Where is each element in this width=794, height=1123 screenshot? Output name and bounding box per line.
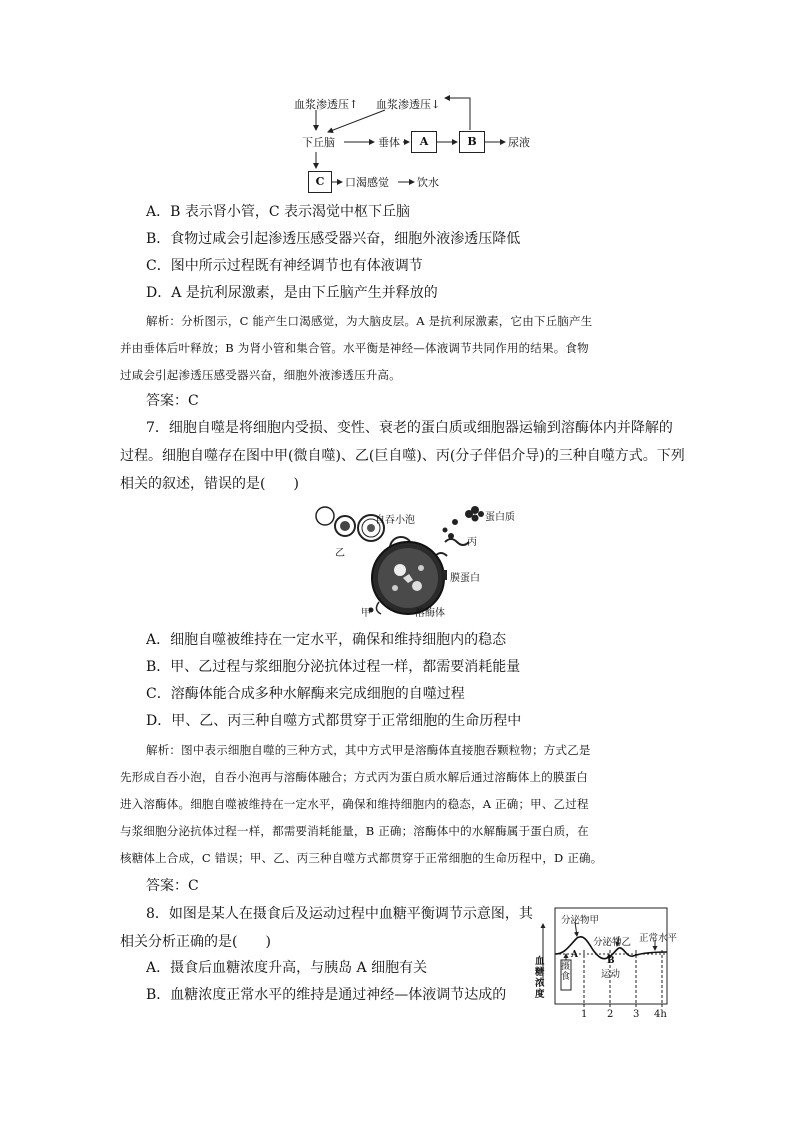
q8-stem-line: 相关分析正确的是( ): [120, 934, 271, 950]
q7-explanation-line: 解析：图中表示细胞自噬的三种方式，其中方式甲是溶酶体直接胞吞颗粒物；方式乙是: [146, 743, 591, 757]
q7-explanation-line: 核糖体上合成，C 错误；甲、乙、丙三种自噬方式都贯穿于正常细胞的生命历程中，D 正确。: [120, 851, 603, 865]
q6-option-d: D．A 是抗利尿激素，是由下丘脑产生并释放的: [146, 285, 438, 301]
q7-option-b: B．甲、乙过程与浆细胞分泌抗体过程一样，都需要消耗能量: [146, 659, 521, 675]
autophagosome-label: 自吞小泡: [375, 515, 415, 526]
blood-sugar-plot: [535, 906, 678, 1024]
q7-option-d: D．甲、乙、丙三种自噬方式都贯穿于正常细胞的生命历程中: [146, 713, 522, 729]
plasma-osm-up-label: 血浆渗透压↑: [294, 98, 359, 111]
eat-label: 摄食: [561, 962, 571, 982]
q6-option-b: B．食物过咸会引起渗透压感受器兴奋，细胞外液渗透压降低: [146, 231, 521, 247]
normal-level-label: 正常水平: [639, 933, 678, 944]
q7-answer: 答案：C: [146, 878, 199, 894]
q6-explanation-line: 过咸会引起渗透压感受器兴奋，细胞外液渗透压升高。: [120, 368, 401, 382]
q7-stem-line: 相关的叙述，错误的是( ): [120, 476, 299, 492]
plasma-osm-down-label: 血浆渗透压↓: [376, 98, 441, 111]
tick-label: 1: [581, 1009, 588, 1020]
membrane-protein-label: 膜蛋白: [450, 573, 480, 584]
box-c: C: [308, 171, 332, 193]
urine-label: 尿液: [508, 136, 530, 149]
q7-explanation: [120, 737, 676, 872]
box-a: A: [411, 131, 437, 153]
q7-explanation-line: 与浆细胞分泌抗体过程一样，都需要消耗能量，B 正确；溶酶体中的水解酶属于蛋白质，在: [120, 824, 589, 838]
exercise-label: 运动: [601, 969, 621, 980]
bing-label: 丙: [467, 537, 477, 548]
thirst-label: 口渴感觉: [345, 176, 389, 189]
q6-option-a: A．B 表示肾小管，C 表示渴觉中枢下丘脑: [146, 204, 411, 220]
q6-answer: 答案：C: [146, 393, 199, 409]
q6-explanation-line: 解析：分析图示，C 能产生口渴感觉，为大脑皮层。A 是抗利尿激素，它由下丘脑产生: [146, 314, 593, 328]
drink-label: 饮水: [417, 176, 439, 189]
tick-label: 2: [607, 1009, 614, 1020]
lysosome-label: 溶酶体: [415, 608, 445, 619]
q7-stem: [120, 414, 685, 498]
q6-explanation-line: 并由垂体后叶释放；B 为肾小管和集合管。水平衡是神经—体液调节共同作用的结果。食物: [120, 341, 589, 355]
q6-explanation: [120, 308, 676, 389]
q7-option-a: A．细胞自噬被维持在一定水平，确保和维持细胞内的稳态: [146, 632, 507, 648]
q8-option-b: B．血糖浓度正常水平的维持是通过神经—体液调节达成的: [146, 987, 507, 1003]
secretion-b-label: 分泌物乙: [593, 937, 632, 948]
hypothalamus-label: 下丘脑: [302, 136, 335, 149]
blood-sugar-figure: [535, 906, 678, 1024]
q8-option-a: A．摄食后血糖浓度升高，与胰岛 A 细胞有关: [146, 960, 428, 976]
q8-stem-line: 8．如图是某人在摄食后及运动过程中血糖平衡调节示意图，其: [146, 906, 533, 922]
water-balance-diagram: [280, 88, 550, 198]
q7-explanation-line: 进入溶酶体。细胞自噬被维持在一定水平，确保和维持细胞内的稳态，A 正确；甲、乙过程: [120, 797, 589, 811]
protein-label: 蛋白质: [485, 512, 515, 523]
box-b: B: [459, 131, 485, 153]
yi-label: 乙: [335, 548, 345, 559]
tick-label: 3: [633, 1009, 640, 1020]
q7-explanation-line: 先形成自吞小泡，自吞小泡再与溶酶体融合；方式丙为蛋白质水解后通过溶酶体上的膜蛋白: [120, 770, 588, 784]
pituitary-label: 垂体: [378, 136, 400, 149]
point-b-label: B: [607, 956, 615, 966]
q7-stem-line: 7．细胞自噬是将细胞内受损、变性、衰老的蛋白质或细胞器运输到溶酶体内并降解的: [146, 420, 673, 436]
q7-option-c: C．溶酶体能合成多种水解酶来完成细胞的自噬过程: [146, 686, 465, 702]
point-a-label: A: [571, 950, 578, 960]
q7-stem-line: 过程。细胞自噬存在图中甲(微自噬)、乙(巨自噬)、丙(分子伴侣介导)的三种自噬方式。下列: [120, 448, 685, 464]
secretion-a-label: 分泌物甲: [561, 915, 600, 926]
q6-option-c: C．图中所示过程既有神经调节也有体液调节: [146, 258, 423, 274]
tick-label: 4h: [654, 1009, 667, 1020]
y-axis-label: 血糖浓度: [535, 956, 545, 1000]
q8-stem: [120, 900, 533, 956]
jia-label: 甲: [361, 608, 371, 619]
autophagy-figure: [305, 500, 535, 620]
